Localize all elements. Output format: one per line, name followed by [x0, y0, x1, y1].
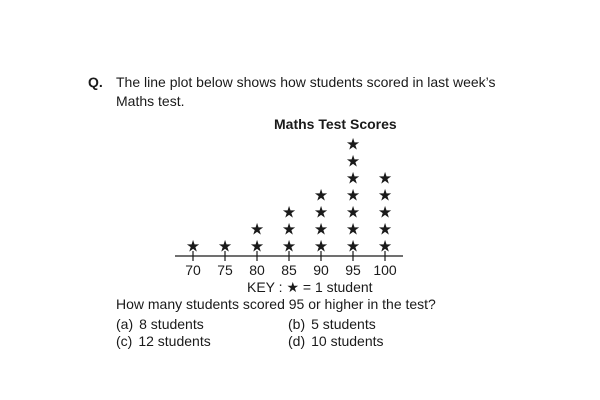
star-mark: ★ — [345, 202, 361, 222]
option-b[interactable] — [288, 316, 376, 332]
star-mark: ★ — [345, 185, 361, 205]
star-mark: ★ — [217, 236, 233, 256]
star-mark: ★ — [249, 219, 265, 239]
star-mark: ★ — [185, 236, 201, 256]
option-letter: (b) — [288, 316, 306, 332]
star-mark: ★ — [377, 168, 393, 188]
option-text: 12 students — [138, 333, 211, 349]
key-legend — [247, 279, 373, 296]
star-mark: ★ — [377, 202, 393, 222]
star-mark: ★ — [345, 151, 361, 171]
question-label: Q. — [88, 74, 103, 90]
star-mark: ★ — [281, 202, 297, 222]
option-letter: (a) — [116, 316, 134, 332]
star-mark: ★ — [313, 236, 329, 256]
question-line-2: Maths test. — [116, 93, 185, 109]
question-prompt: How many students scored 95 or higher in the test? — [116, 296, 436, 312]
option-text: 5 students — [311, 316, 376, 332]
star-mark: ★ — [281, 219, 297, 239]
key-star-icon: ★ — [286, 280, 299, 296]
star-mark: ★ — [313, 202, 329, 222]
option-letter: (d) — [288, 333, 306, 349]
star-mark: ★ — [281, 236, 297, 256]
question-line-1: The line plot below shows how students scored in last week’s — [116, 74, 496, 90]
key-prefix: KEY : — [247, 279, 287, 295]
star-mark: ★ — [377, 185, 393, 205]
key-suffix: = 1 student — [299, 279, 373, 295]
tick-label: 75 — [217, 262, 233, 278]
star-mark: ★ — [345, 219, 361, 239]
star-mark: ★ — [345, 236, 361, 256]
option-letter: (c) — [116, 333, 133, 349]
star-mark: ★ — [313, 219, 329, 239]
chart-title: Maths Test Scores — [274, 116, 397, 132]
star-mark: ★ — [345, 168, 361, 188]
option-text: 8 students — [139, 316, 204, 332]
star-mark: ★ — [249, 236, 265, 256]
tick-label: 100 — [373, 262, 397, 278]
option-c[interactable] — [116, 333, 211, 349]
star-mark: ★ — [377, 236, 393, 256]
tick-label: 85 — [281, 262, 297, 278]
star-mark: ★ — [345, 134, 361, 154]
option-d[interactable] — [288, 333, 384, 349]
tick-label: 95 — [345, 262, 361, 278]
tick-label: 90 — [313, 262, 329, 278]
star-mark: ★ — [313, 185, 329, 205]
tick-label: 70 — [185, 262, 201, 278]
tick-label: 80 — [249, 262, 265, 278]
option-text: 10 students — [311, 333, 384, 349]
option-a[interactable] — [116, 316, 204, 332]
star-mark: ★ — [377, 219, 393, 239]
